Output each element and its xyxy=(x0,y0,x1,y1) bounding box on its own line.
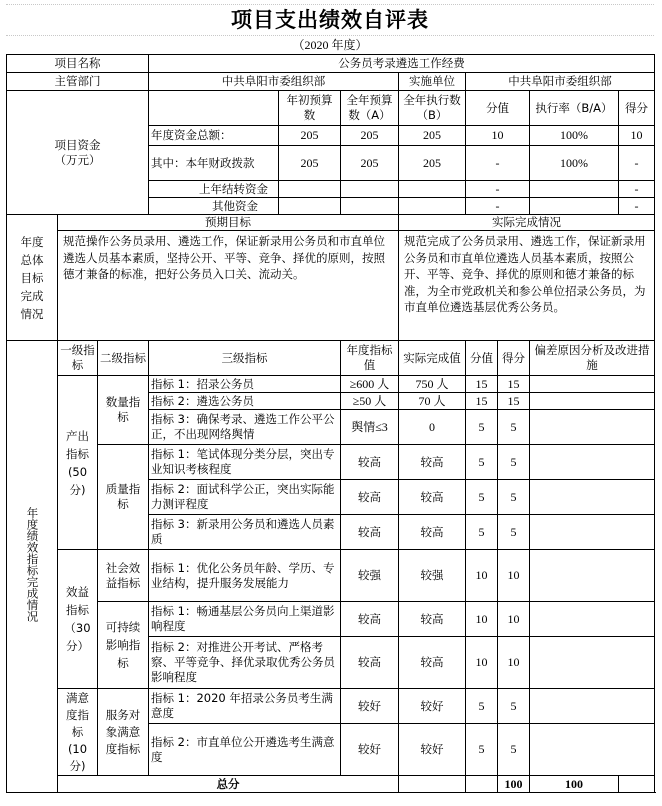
goals-content-row xyxy=(7,231,655,341)
fund-annual xyxy=(341,198,399,215)
indicator-score: 5 xyxy=(498,689,530,724)
indicator-score: 5 xyxy=(498,515,530,550)
fund-executed xyxy=(399,198,466,215)
indicator-row xyxy=(7,550,655,602)
indicator-name: 指标 1：招录公务员 xyxy=(149,376,341,393)
indicator-deviation xyxy=(530,480,655,515)
indicator-target: 较好 xyxy=(341,689,399,724)
project-name-value: 公务员考录遴选工作经费 xyxy=(149,55,655,73)
total-score: 100 xyxy=(530,776,619,793)
indicator-score: 10 xyxy=(498,550,530,602)
col-exec-rate: 执行率（B/A） xyxy=(530,91,619,126)
indicator-target: 较强 xyxy=(341,550,399,602)
indicator-target: 较高 xyxy=(341,637,399,689)
indicators-label xyxy=(7,341,58,793)
hdr-deviation: 偏差原因分析及改进措施 xyxy=(530,341,655,376)
level2-social: 社会效益指标 xyxy=(98,550,149,602)
fund-executed: 205 xyxy=(399,126,466,146)
indicator-deviation xyxy=(530,637,655,689)
fund-rate: 100% xyxy=(530,126,619,146)
indicator-actual: 0 xyxy=(399,410,466,445)
indicator-target: ≥600 人 xyxy=(341,376,399,393)
fund-initial: 205 xyxy=(279,126,341,146)
indicator-actual: 70 人 xyxy=(399,393,466,410)
indicator-deviation xyxy=(530,410,655,445)
indicator-name: 指标 1：2020 年招录公务员考生满意度 xyxy=(149,689,341,724)
indicator-score-value: 15 xyxy=(466,393,498,410)
level1-satisfaction: 满意度指标(10分) xyxy=(58,689,98,776)
funds-label-line2: （万元） xyxy=(54,152,101,167)
indicator-deviation xyxy=(530,376,655,393)
indicator-score-value: 5 xyxy=(466,445,498,480)
indicator-row xyxy=(7,689,655,724)
fund-rate xyxy=(530,198,619,215)
actual-goal-header: 实际完成情况 xyxy=(399,215,655,231)
indicator-score-value: 10 xyxy=(466,637,498,689)
indicator-target: 舆情≤3 xyxy=(341,410,399,445)
total-row xyxy=(7,776,655,793)
fund-initial: 205 xyxy=(279,146,341,181)
col-executed: 全年执行数（B） xyxy=(399,91,466,126)
col-annual-budget: 全年预算数（A） xyxy=(341,91,399,126)
fund-annual xyxy=(341,181,399,198)
indicator-target: 较高 xyxy=(341,515,399,550)
indicator-score: 10 xyxy=(498,637,530,689)
indicator-name: 指标 2：对推进公开考试、严格考察、平等竞争、择优录取优秀公务员影响程度 xyxy=(149,637,341,689)
funds-blank-header xyxy=(149,91,279,126)
indicator-score: 5 xyxy=(498,724,530,776)
fund-rate xyxy=(530,181,619,198)
indicator-name: 指标 2：遴选公务员 xyxy=(149,393,341,410)
indicator-deviation xyxy=(530,724,655,776)
evaluation-table xyxy=(6,54,655,793)
fund-executed xyxy=(399,181,466,198)
indicator-actual: 750 人 xyxy=(399,376,466,393)
indicator-score-value: 15 xyxy=(466,376,498,393)
funds-label xyxy=(7,91,149,215)
indicators-label-text: 年度绩效指标完成情况 xyxy=(25,507,40,622)
fund-name: 上年结转资金 xyxy=(149,181,279,198)
indicator-deviation xyxy=(530,602,655,637)
indicator-deviation xyxy=(530,515,655,550)
indicator-score-value: 5 xyxy=(466,689,498,724)
indicator-name: 指标 1：优化公务员年龄、学历、专业结构，提升服务发展能力 xyxy=(149,550,341,602)
indicator-score: 15 xyxy=(498,393,530,410)
indicator-target: 较高 xyxy=(341,445,399,480)
total-target-blank xyxy=(399,776,466,793)
indicator-score: 5 xyxy=(498,480,530,515)
fund-score: - xyxy=(619,181,655,198)
fund-name: 其中：本年财政拨款 xyxy=(149,146,279,181)
indicator-actual: 较强 xyxy=(399,550,466,602)
indicator-actual: 较高 xyxy=(399,602,466,637)
level2-quality: 质量指标 xyxy=(98,445,149,550)
fund-initial xyxy=(279,198,341,215)
fund-score-value: 10 xyxy=(466,126,530,146)
indicator-score: 10 xyxy=(498,602,530,637)
indicator-name: 指标 3：确保考录、遴选工作公平公正，不出现网络舆情 xyxy=(149,410,341,445)
hdr-score-value: 分值 xyxy=(466,341,498,376)
indicator-actual: 较高 xyxy=(399,637,466,689)
indicator-score-value: 10 xyxy=(466,550,498,602)
level2-quantity: 数量指标 xyxy=(98,376,149,445)
indicator-score-value: 5 xyxy=(466,480,498,515)
indicator-score-value: 5 xyxy=(466,410,498,445)
goals-label: 年度总体目标完成情况 xyxy=(7,215,58,341)
col-score: 得分 xyxy=(619,91,655,126)
indicator-target: ≥50 人 xyxy=(341,393,399,410)
indicator-row xyxy=(7,376,655,393)
project-name-row xyxy=(7,55,655,73)
indicator-name: 指标 1：畅通基层公务员向上渠道影响程度 xyxy=(149,602,341,637)
funds-header-row xyxy=(7,91,655,126)
indicator-actual: 较高 xyxy=(399,480,466,515)
fund-annual: 205 xyxy=(341,146,399,181)
indicator-score-value: 5 xyxy=(466,724,498,776)
indicator-name: 指标 3：新录用公务员和遴选人员素质 xyxy=(149,515,341,550)
fund-score-value: - xyxy=(466,198,530,215)
department-row xyxy=(7,73,655,91)
indicator-deviation xyxy=(530,550,655,602)
dept-value: 中共阜阳市委组织部 xyxy=(149,73,399,91)
fund-rate: 100% xyxy=(530,146,619,181)
fund-score: 10 xyxy=(619,126,655,146)
impl-label: 实施单位 xyxy=(399,73,466,91)
indicator-actual: 较好 xyxy=(399,724,466,776)
indicator-deviation xyxy=(530,393,655,410)
total-actual-blank xyxy=(466,776,498,793)
fund-score: - xyxy=(619,146,655,181)
indicator-actual: 较高 xyxy=(399,515,466,550)
goals-header-row xyxy=(7,215,655,231)
expected-goal-header: 预期目标 xyxy=(58,215,399,231)
fund-executed: 205 xyxy=(399,146,466,181)
indicator-target: 较高 xyxy=(341,480,399,515)
indicator-deviation xyxy=(530,689,655,724)
total-score-value: 100 xyxy=(498,776,530,793)
indicator-score: 15 xyxy=(498,376,530,393)
fund-initial xyxy=(279,181,341,198)
indicator-actual: 较好 xyxy=(399,689,466,724)
col-initial-budget: 年初预算数 xyxy=(279,91,341,126)
indicator-target: 较高 xyxy=(341,602,399,637)
indicator-score: 5 xyxy=(498,410,530,445)
col-score-value: 分值 xyxy=(466,91,530,126)
evaluation-form xyxy=(6,4,654,793)
indicator-deviation xyxy=(530,445,655,480)
fund-name: 其他资金 xyxy=(149,198,279,215)
hdr-score: 得分 xyxy=(498,341,530,376)
indicator-row xyxy=(7,602,655,637)
indicator-name: 指标 2：面试科学公正，突出实际能力测评程度 xyxy=(149,480,341,515)
level2-service-satisfaction: 服务对象满意度指标 xyxy=(98,689,149,776)
fund-annual: 205 xyxy=(341,126,399,146)
indicator-name: 指标 2：市直单位公开遴选考生满意度 xyxy=(149,724,341,776)
indicator-score-value: 10 xyxy=(466,602,498,637)
indicator-score-value: 5 xyxy=(466,515,498,550)
funds-label-line1: 项目资金 xyxy=(54,137,101,152)
fund-score-value: - xyxy=(466,146,530,181)
hdr-level3: 三级指标 xyxy=(149,341,341,376)
hdr-actual: 实际完成值 xyxy=(399,341,466,376)
fund-score-value: - xyxy=(466,181,530,198)
indicator-name: 指标 1：笔试体现分类分层，突出专业知识考核程度 xyxy=(149,445,341,480)
dept-label: 主管部门 xyxy=(7,73,149,91)
hdr-level2: 二级指标 xyxy=(98,341,149,376)
fund-score: - xyxy=(619,198,655,215)
expected-goal-text: 规范操作公务员录用、遴选工作，保证新录用公务员和市直单位遴选人员基本素质，坚持公开、平等、竞争、择优的原则，按照德才兼备的标准，把好公务员入口关、流动关。 xyxy=(58,231,399,341)
actual-goal-text: 规范完成了公务员录用、遴选工作，保证新录用公务员和市直单位遴选人员基本素质，按照公开、平等、竞争、择优的原则和德才兼备的标准，为全市党政机关和参公单位招录公务员，为市直单位遴选基层优秀公务员。 xyxy=(399,231,655,341)
level1-output: 产出指标(50分) xyxy=(58,376,98,550)
indicator-score: 5 xyxy=(498,445,530,480)
impl-value: 中共阜阳市委组织部 xyxy=(466,73,655,91)
project-name-label: 项目名称 xyxy=(7,55,149,73)
indicator-target: 较好 xyxy=(341,724,399,776)
hdr-level1: 一级指标 xyxy=(58,341,98,376)
total-deviation-blank xyxy=(619,776,655,793)
indicator-row xyxy=(7,445,655,480)
page-subtitle: （2020 年度） xyxy=(292,38,368,52)
level1-benefit: 效益指标（30分） xyxy=(58,550,98,689)
hdr-target: 年度指标值 xyxy=(341,341,399,376)
level2-sustainable: 可持续影响指标 xyxy=(98,602,149,689)
indicators-header-row xyxy=(7,341,655,376)
page-title: 项目支出绩效自评表 xyxy=(6,4,654,36)
total-label: 总分 xyxy=(58,776,399,793)
fund-name: 年度资金总额： xyxy=(149,126,279,146)
indicator-actual: 较高 xyxy=(399,445,466,480)
